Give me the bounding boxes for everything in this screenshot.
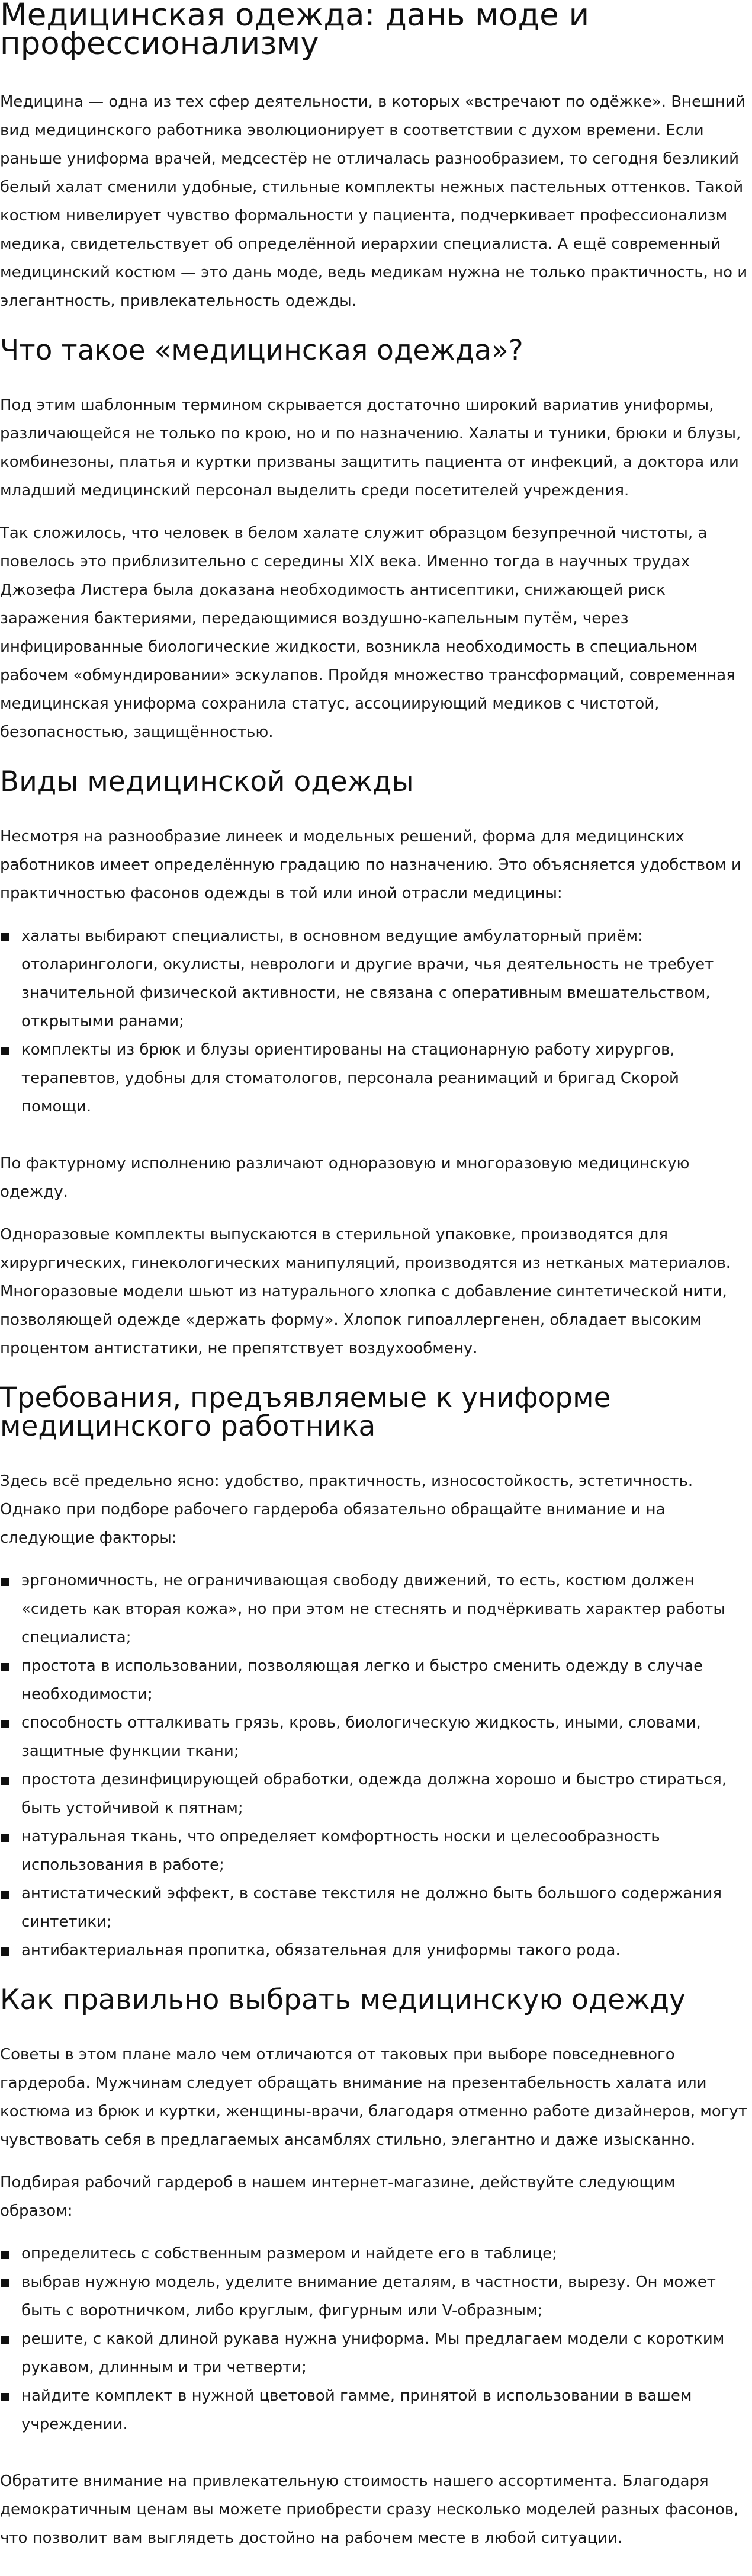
- bullet-list: [0, 1566, 752, 1965]
- square-bullet-icon: [1, 1047, 9, 1055]
- list-item: [0, 1566, 752, 1652]
- list-item: [0, 1652, 752, 1709]
- list-item-text: комплекты из брюк и блузы ориентированы на стационарную работу хирургов, терапевтов, удобны для стоматологов, персонала реанимаций и бригад Скорой помощи.: [21, 1041, 679, 1116]
- list-item: [0, 1036, 752, 1121]
- section-paragraph: Здесь всё предельно ясно: удобство, практичность, износостойкость, эстетичность. Однако при подборе рабочего гардероба обязательно обращайте внимание и на следующие факторы:: [0, 1472, 693, 1547]
- list-item-text: халаты выбирают специалисты, в основном ведущие амбулаторный приём: отоларингологи, окулисты, неврологи и другие врачи, чья деятельность не требует значительной физической активности, не связана с оперативным вмешательством, открытыми ранами;: [21, 927, 714, 1030]
- list-item-text: антибактериальная пропитка, обязательная для униформы такого рода.: [21, 1941, 621, 1959]
- square-bullet-icon: [1, 1777, 9, 1785]
- square-bullet-icon: [1, 2336, 9, 2344]
- list-item: [0, 1822, 752, 1879]
- section-paragraph: Одноразовые комплекты выпускаются в стерильной упаковке, производятся для хирургических, гинекологических манипуляций, производятся из нетканых материалов. Многоразовые модели шьют из натурального хлопка с добавление синтетической нити, позволяющей одежде «держать форму». Хлопок гипоаллергенен, обладает высоким процентом антистатики, не препятствует воздухообмену.: [0, 1226, 731, 1357]
- bullet-list: [0, 2239, 752, 2439]
- list-item-text: натуральная ткань, что определяет комфортность носки и целесообразность использования в работе;: [21, 1828, 660, 1874]
- list-item: [0, 2239, 752, 2268]
- section-paragraph: Под этим шаблонным термином скрывается достаточно широкий вариатив униформы, различающейся не только по крою, но и по назначению. Халаты и туники, брюки и блузы, комбинезоны, платья и куртки призваны защитить пациента от инфекций, а доктора или младший медицинский персонал выделить среди посетителей учреждения.: [0, 396, 741, 499]
- section-heading: Требования, предъявляемые к униформе медицинского работника: [0, 1382, 611, 1443]
- list-item-text: антистатический эффект, в составе текстиля не должно быть большого содержания синтетики;: [21, 1885, 722, 1931]
- section-paragraph: Советы в этом плане мало чем отличаются от таковых при выборе повседневного гардероба. Мужчинам следует обращать внимание на презентабельность халата или костюма из брюк и куртки, женщины-врачи, благодаря отменно работе дизайнеров, могут чувствовать себя в предлагаемых ансамблях стильно, элегантно и даже изысканно.: [0, 2046, 748, 2149]
- section-paragraph: По фактурному исполнению различают одноразовую и многоразовую медицинскую одежду.: [0, 1155, 690, 1201]
- list-item: [0, 922, 752, 1036]
- page-title: Медицинская одежда: дань моде и профессионализму: [0, 0, 590, 62]
- list-item-text: найдите комплект в нужной цветовой гамме, принятой в использовании в вашем учреждении.: [21, 2387, 692, 2433]
- square-bullet-icon: [1, 933, 9, 941]
- section-heading: Как правильно выбрать медицинскую одежду: [0, 1984, 686, 2016]
- section-paragraph: Так сложилось, что человек в белом халате служит образцом безупречной чистоты, а повелось это приблизительно с середины XIX века. Именно тогда в научных трудах Джозефа Листера была доказана необходимость антисептики, снижающей риск заражения бактериями, передающимися воздушно-капельным путём, через инфицированные биологические жидкости, возникла необходимость в специальном рабочем «обмундировании» эскулапов. Пройдя множество трансформаций, современная медицинская униформа сохранила статус, ассоциирующий медиков с чистотой, безопасностью, защищённостью.: [0, 524, 735, 741]
- list-item-text: выбрав нужную модель, уделите внимание деталям, в частности, вырезу. Он может быть с воротничком, либо круглым, фигурным или V-образным;: [21, 2273, 716, 2319]
- section-paragraph: Несмотря на разнообразие линеек и модельных решений, форма для медицинских работников имеет определённую градацию по назначению. Это объясняется удобством и практичностью фасонов одежды в той или иной отрасли медицины:: [0, 828, 741, 902]
- bullet-list: [0, 922, 752, 1121]
- square-bullet-icon: [1, 2393, 9, 2401]
- section-paragraph: Обратите внимание на привлекательную стоимость нашего ассортимента. Благодаря демократичным ценам вы можете приобрести сразу несколько моделей разных фасонов, что позволит вам выглядеть достойно на рабочем месте в любой ситуации.: [0, 2472, 739, 2547]
- section-heading: Виды медицинской одежды: [0, 765, 414, 798]
- square-bullet-icon: [1, 1947, 9, 1956]
- section-heading: Что такое «медицинская одежда»?: [0, 334, 523, 367]
- square-bullet-icon: [1, 1578, 9, 1586]
- list-item-text: способность отталкивать грязь, кровь, биологическую жидкость, иными, словами, защитные функции ткани;: [21, 1714, 701, 1760]
- list-item: [0, 2268, 752, 2325]
- square-bullet-icon: [1, 2279, 9, 2287]
- square-bullet-icon: [1, 1891, 9, 1899]
- intro-paragraph: Медицина — одна из тех сфер деятельности, в которых «встречают по одёжке». Внешний вид медицинского работника эволюционирует в соответствии с духом времени. Если раньше униформа врачей, медсестёр не отличалась разнообразием, то сегодня безликий белый халат сменили удобные, стильные комплекты нежных пастельных оттенков. Такой костюм нивелирует чувство формальности у пациента, подчеркивает профессионализм медика, свидетельствует об определённой иерархии специалиста. А ещё современный медицинский костюм — это дань моде, ведь медикам нужна не только практичность, но и элегантность, привлекательность одежды.: [0, 93, 748, 310]
- square-bullet-icon: [1, 2251, 9, 2259]
- list-item: [0, 1709, 752, 1766]
- list-item-text: простота дезинфицирующей обработки, одежда должна хорошо и быстро стираться, быть устойчивой к пятнам;: [21, 1771, 727, 1817]
- section-paragraph: Подбирая рабочий гардероб в нашем интернет-магазине, действуйте следующим образом:: [0, 2174, 676, 2220]
- list-item: [0, 1879, 752, 1936]
- square-bullet-icon: [1, 1834, 9, 1842]
- list-item: [0, 2325, 752, 2382]
- list-item-text: решите, с какой длиной рукава нужна униформа. Мы предлагаем модели с коротким рукавом, длинным и три четверти;: [21, 2330, 725, 2376]
- list-item-text: определитесь с собственным размером и найдете его в таблице;: [21, 2245, 557, 2263]
- square-bullet-icon: [1, 1663, 9, 1671]
- list-item: [0, 1766, 752, 1822]
- list-item-text: простота в использовании, позволяющая легко и быстро сменить одежду в случае необходимости;: [21, 1657, 703, 1703]
- article-sections: [0, 334, 752, 2552]
- square-bullet-icon: [1, 1720, 9, 1728]
- list-item-text: эргономичность, не ограничивающая свободу движений, то есть, костюм должен «сидеть как вторая кожа», но при этом не стеснять и подчёркивать характер работы специалиста;: [21, 1572, 725, 1646]
- list-item: [0, 2382, 752, 2439]
- list-item: [0, 1936, 752, 1965]
